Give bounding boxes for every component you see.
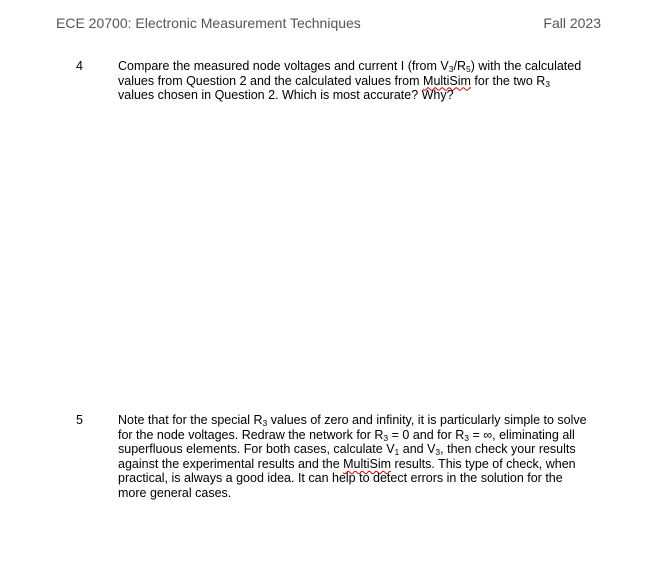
spellcheck-word: MultiSim <box>423 73 471 88</box>
question-5-line-4: against the experimental results and the MultiSim results. This type of check, when <box>118 456 576 471</box>
question-5-line-6: more general cases. <box>118 485 232 500</box>
question-5-line-5: practical, is always a good idea. It can help to detect errors in the solution for the <box>118 471 563 486</box>
course-title: ECE 20700: Electronic Measurement Techniques <box>56 15 361 31</box>
question-4-line-1: Compare the measured node voltages and current I (from $V_3/R_5$) with the calculated <box>118 59 582 74</box>
question-5-line-3: superfluous elements. For both cases, calculate $V_1$ and $V_3$, then check your results <box>118 442 576 458</box>
question-5-text <box>118 413 610 501</box>
question-5-line-1: Note that for the special $R_3$ values of zero and infinity, it is particularly simple to solve <box>118 413 587 428</box>
term-label: Fall 2023 <box>543 15 601 31</box>
question-4-number: 4 <box>76 59 83 73</box>
question-4-line-3: values chosen in Question 2. Which is most accurate? Why? <box>118 88 454 103</box>
question-4-line-2: values from Question 2 and the calculated values from MultiSim for the two $R_3$ <box>118 73 551 89</box>
spellcheck-word: MultiSim <box>343 456 392 471</box>
question-4-text <box>118 59 610 103</box>
question-5-line-2: for the node voltages. Redraw the network for $R_3 = 0$ and for $R_3$ = ∞, eliminating all <box>118 427 575 443</box>
question-5-number: 5 <box>76 413 83 427</box>
